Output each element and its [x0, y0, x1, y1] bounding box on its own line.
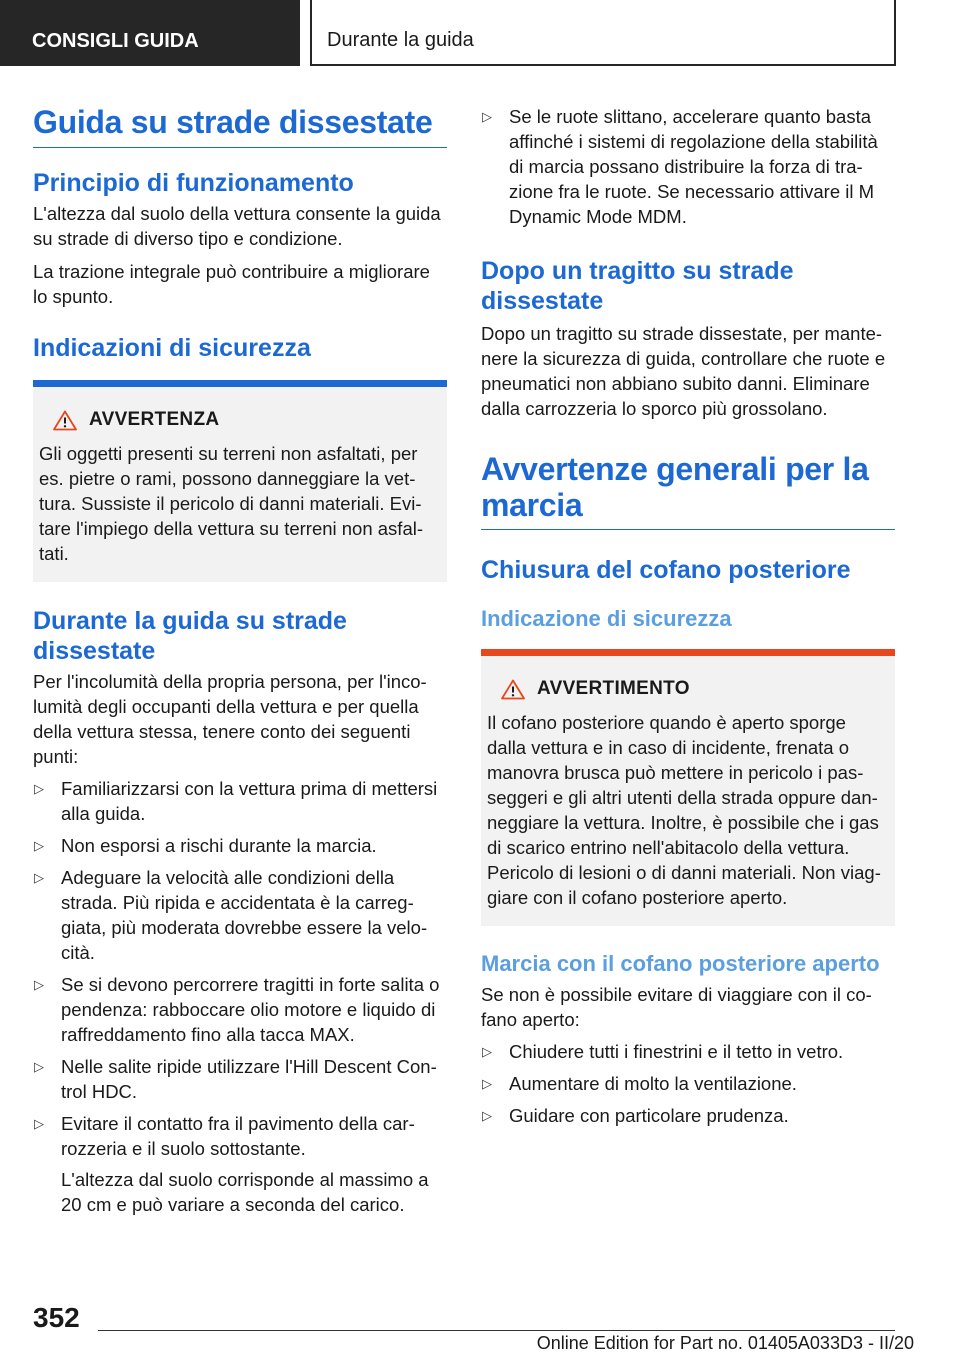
edition-text: Online Edition for Part no. 01405A033D3 - II/20 — [536, 1333, 914, 1353]
list-item: ▷ Nelle salite ripide utilizzare l'Hill Descent Control HDC. — [34, 1056, 437, 1102]
bullet-note: L'altezza dal suolo corrisponde al massimo a 20 cm e può variare a seconda del carico. — [61, 1169, 429, 1215]
list-item: ▷ Chiudere tutti i finestrini e il tetto in vetro. — [482, 1041, 844, 1062]
section-label: CONSIGLI GUIDA — [32, 30, 199, 52]
list-item: ▷ Adeguare la velocità alle condizioni della strada. Più ripida e accidentata è la carreggiata, più moderata dovrebbe essere la velocità. — [34, 867, 428, 963]
list-item: ▷ Non esporsi a rischi durante la marcia. — [34, 835, 377, 856]
triangle-right-outline-icon: ▷ — [482, 1108, 492, 1123]
triangle-right-outline-icon: ▷ — [34, 781, 44, 796]
list-item: ▷ Se le ruote slittano, accelerare quanto basta affinché i sistemi di regolazione della stabilità di marcia possano distribuire la forza di trazione fra le ruote. Se necessario attivare il M Dynamic Mode MDM. — [482, 106, 878, 227]
warning-text: Gli oggetti presenti su terreni non asfaltati, per es. pietre o rami, possono danneggiare la vettura. Sussiste il pericolo di danni materiali. Evitare l'impiego della vettura su terreni non asfaltati. — [39, 443, 424, 564]
warning-box — [33, 380, 447, 582]
footer-rule — [98, 1330, 895, 1331]
warning-title — [53, 409, 440, 431]
title-rule — [33, 147, 447, 148]
after-heading: Dopo un tragitto su strade dissestate — [481, 257, 794, 315]
left-column — [33, 104, 447, 1217]
trunk-heading: Chiusura del cofano posteriore — [481, 556, 851, 584]
list-item: ▷ Guidare con particolare prudenza. — [482, 1105, 789, 1126]
general-title-rule — [481, 529, 895, 530]
page-number: 352 — [33, 1302, 80, 1333]
after-paragraph: Dopo un tragitto su strade dissestate, per mantenere la sicurezza di guida, controllare che ruote e pneumatici non abbiano subito danni. Eliminare dalla carrozzeria lo sporco più grossolano. — [481, 323, 886, 419]
warning-triangle-icon — [501, 679, 525, 700]
triangle-right-outline-icon: ▷ — [34, 870, 44, 885]
caution-box — [481, 649, 895, 926]
principle-paragraph-2: La trazione integrale può contribuire a migliorare lo spunto. — [33, 261, 430, 307]
list-item: ▷ Familiarizzarsi con la vettura prima di mettersi alla guida. — [34, 778, 438, 824]
triangle-right-outline-icon: ▷ — [34, 838, 44, 853]
caution-text: Il cofano posteriore quando è aperto sporge dalla vettura e in caso di incidente, frenata o manovra brusca può mettere in pericolo i passeggeri e gli altri utenti della strada oppure danneggiare la vettura. Inoltre, è possibile che i gas di scarico entrino nell'abitacolo della vettura. Pericolo di lesioni o di danni materiali. Non viaggiare con il cofano posteriore aperto. — [487, 712, 881, 908]
warning-label: AVVERTENZA — [89, 409, 220, 430]
triangle-right-outline-icon: ▷ — [34, 1059, 44, 1074]
driving-intro: Per l'incolumità della propria persona, per l'incolumità degli occupanti della vettura e per quella della vettura stessa, tenere conto dei seguenti punti: — [33, 671, 427, 767]
driving-bullet-list — [33, 776, 447, 1161]
triangle-right-outline-icon: ▷ — [482, 1044, 492, 1059]
rough-roads-title: Guida su strade dissestate — [33, 104, 433, 140]
warning-triangle-icon — [53, 410, 77, 431]
slip-bullet-list — [481, 104, 895, 229]
principle-paragraph-1: L'altezza dal suolo della vettura consente la guida su strade di diverso tipo e condizione. — [33, 203, 441, 249]
general-title: Avvertenze generali per la marcia — [481, 451, 869, 523]
trunk-safety-heading: Indicazione di sicurezza — [481, 606, 732, 631]
list-item: ▷ Evitare il contatto fra il pavimento della carrozzeria e il suolo sottostante. — [34, 1113, 415, 1159]
triangle-right-outline-icon: ▷ — [34, 1116, 44, 1131]
safety-heading: Indicazioni di sicurezza — [33, 334, 311, 362]
list-item: ▷ Aumentare di molto la ventilazione. — [482, 1073, 797, 1094]
section-tab — [0, 0, 300, 66]
caution-title — [501, 678, 888, 700]
triangle-right-outline-icon: ▷ — [34, 977, 44, 992]
driving-heading: Durante la guida su strade dissestate — [33, 607, 347, 665]
principle-heading: Principio di funzionamento — [33, 169, 354, 197]
open-trunk-bullet-list — [481, 1039, 895, 1128]
chapter-header — [310, 0, 896, 66]
open-trunk-heading: Marcia con il cofano posteriore aperto — [481, 951, 880, 976]
chapter-label: Durante la guida — [327, 29, 474, 51]
right-column — [481, 104, 895, 1128]
caution-label: AVVERTIMENTO — [537, 678, 690, 699]
list-item: ▷ Se si devono percorrere tragitti in forte salita o pendenza: rabboccare olio motore e liquido di raffreddamento fino alla tacca MAX. — [34, 974, 440, 1045]
triangle-right-outline-icon: ▷ — [482, 1076, 492, 1091]
open-trunk-intro: Se non è possibile evitare di viaggiare con il cofano aperto: — [481, 984, 872, 1030]
triangle-right-outline-icon: ▷ — [482, 109, 492, 124]
